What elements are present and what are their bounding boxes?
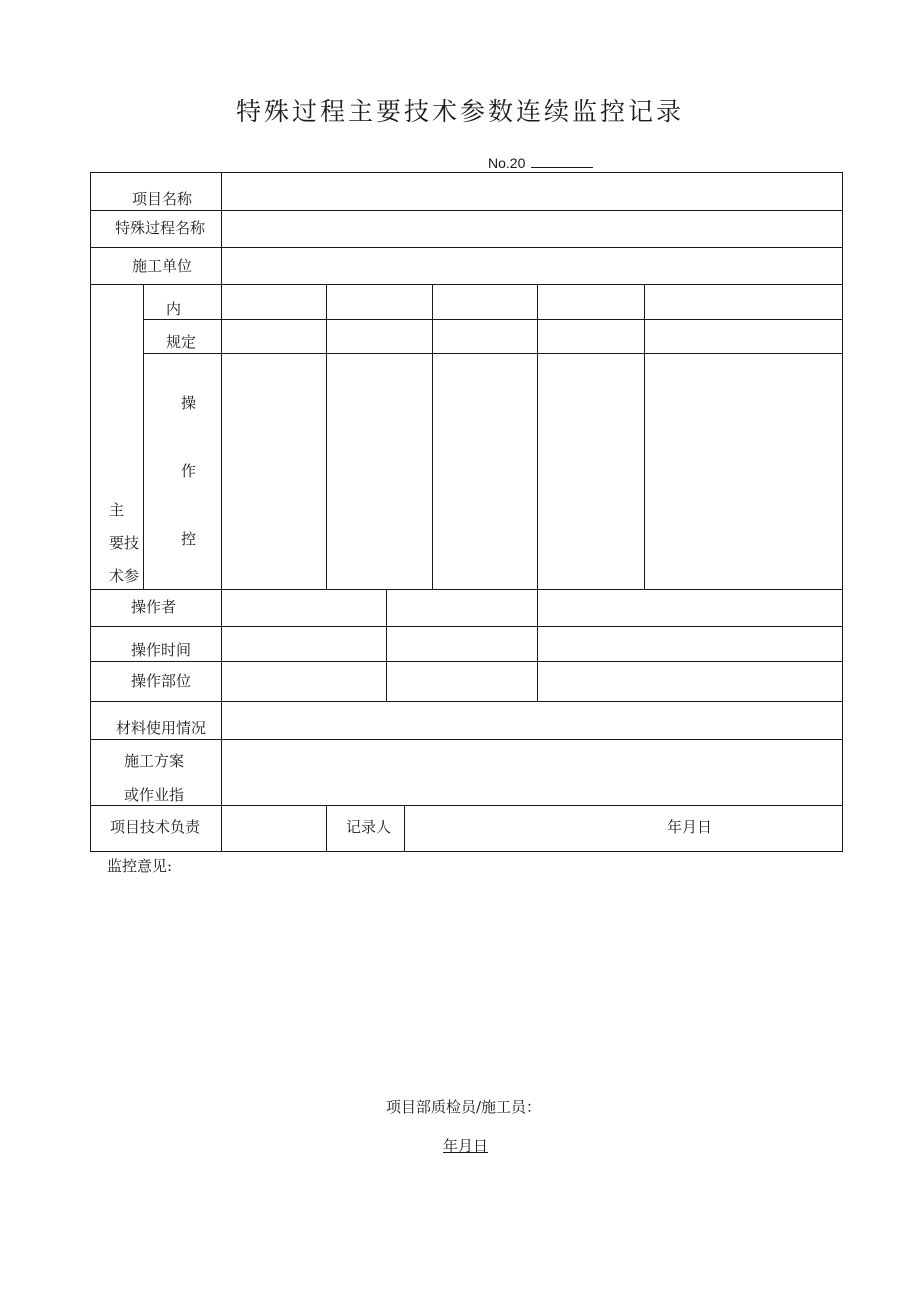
row-divider <box>143 353 843 354</box>
col-divider <box>326 284 327 590</box>
material-usage-field[interactable] <box>223 703 840 738</box>
params-vertical-label-3: 术参 <box>109 567 140 585</box>
col-divider <box>386 589 387 702</box>
col-divider <box>143 284 144 590</box>
table-border-right <box>842 172 843 852</box>
row-divider <box>90 626 843 627</box>
col-divider <box>537 284 538 590</box>
col-divider <box>644 284 645 590</box>
control-label-2: 作 <box>181 462 197 480</box>
row-divider <box>90 701 843 702</box>
monitoring-opinion-field[interactable] <box>100 878 840 1078</box>
control-label-1: 操 <box>181 394 197 412</box>
col-divider <box>221 589 222 852</box>
col-divider <box>404 805 405 852</box>
record-date-label: 年月日 <box>667 818 713 836</box>
inspector-label: 项目部质检员/施工员： <box>386 1098 542 1116</box>
params-vertical-label-1: 主 <box>109 501 125 519</box>
monitoring-opinion-label: 监控意见: <box>107 857 173 875</box>
col-divider <box>326 805 327 852</box>
col-divider <box>221 284 222 590</box>
material-usage-label: 材料使用情况 <box>116 719 207 737</box>
document-title: 特殊过程主要技术参数连续监控记录 <box>235 97 684 126</box>
document-number <box>488 155 593 171</box>
row-divider <box>90 247 843 248</box>
special-process-name-field[interactable] <box>223 212 840 246</box>
project-name-label: 项目名称 <box>132 190 193 208</box>
construction-unit-field[interactable] <box>223 249 840 283</box>
project-tech-lead-label: 项目技术负责 <box>110 818 201 836</box>
document-number-label: No.20 <box>488 155 526 171</box>
project-name-field[interactable] <box>223 174 840 209</box>
spec-label: 规定 <box>166 333 197 351</box>
params-vertical-label-2: 要技 <box>109 534 140 552</box>
document-number-blank[interactable] <box>531 155 593 168</box>
col-divider <box>221 172 222 285</box>
construction-plan-label-1: 施工方案 <box>124 752 185 770</box>
row-divider <box>90 589 843 590</box>
construction-plan-label-2: 或作业指 <box>124 786 185 804</box>
special-process-name-label: 特殊过程名称 <box>115 219 206 237</box>
table-border-bottom <box>90 851 843 852</box>
row-divider <box>90 739 843 740</box>
table-border-left <box>90 172 91 852</box>
operator-label: 操作者 <box>131 598 177 616</box>
col-divider <box>432 284 433 590</box>
row-divider <box>143 319 843 320</box>
row-divider <box>90 210 843 211</box>
control-label-3: 控 <box>181 530 197 548</box>
row-divider <box>90 661 843 662</box>
row-divider <box>90 284 843 285</box>
col-divider <box>537 589 538 702</box>
project-tech-lead-field[interactable] <box>223 807 325 850</box>
row-divider <box>90 805 843 806</box>
recorder-field[interactable] <box>406 807 646 850</box>
construction-plan-field[interactable] <box>223 741 840 804</box>
content-label: 内 <box>166 300 182 318</box>
construction-unit-label: 施工单位 <box>132 257 193 275</box>
operation-time-label: 操作时间 <box>131 641 192 659</box>
recorder-label: 记录人 <box>346 818 392 836</box>
footer-date: 年月日 <box>443 1137 489 1155</box>
table-border-top <box>90 172 843 173</box>
operation-location-label: 操作部位 <box>131 672 192 690</box>
